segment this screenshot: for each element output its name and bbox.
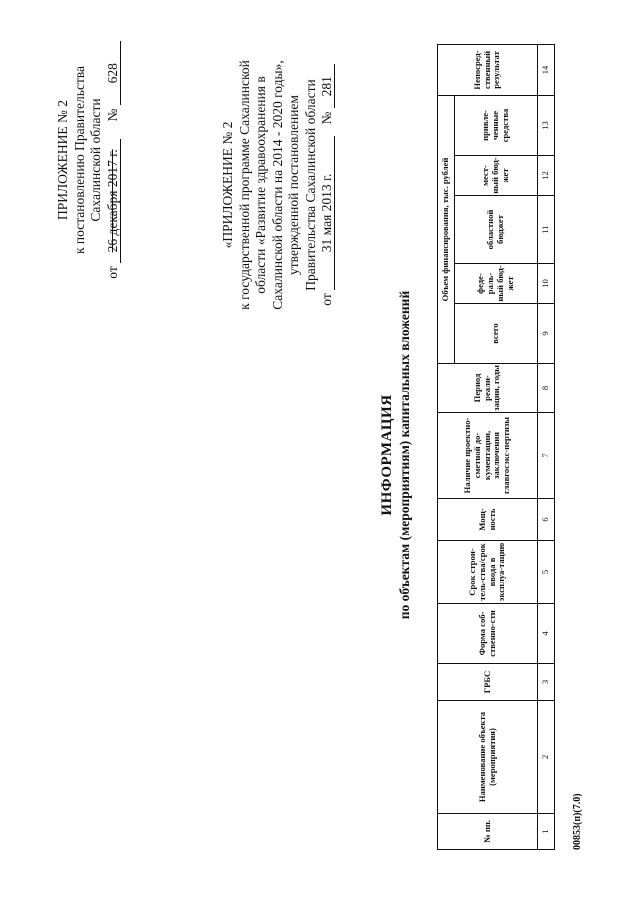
program-date-line (319, 13, 336, 357)
header-col-6: Мощ-ность (438, 499, 538, 541)
column-number: 9 (538, 304, 555, 364)
program-block (220, 13, 336, 357)
header-col-10: феде-раль-ный бюд-жет (455, 264, 538, 304)
program-line-1: к государственной программе Сахалинской (236, 60, 252, 310)
attachment-number: 628 (106, 41, 121, 105)
header-col-12: мест-ный бюд-жет (455, 156, 538, 196)
program-date: 31 мая 2013 г. (320, 136, 335, 290)
column-number: 13 (538, 95, 555, 155)
document-heading (378, 225, 413, 685)
header-col-11: областной бюджет (455, 196, 538, 264)
heading-subtitle: по объектам (мероприятиям) капитальных вложений (397, 290, 412, 620)
program-line-3: Сахалинской области на 2014 - 2020 годы», (269, 60, 285, 310)
heading-title: ИНФОРМАЦИЯ (379, 394, 395, 516)
program-number: 281 (320, 64, 335, 108)
capital-investment-table (437, 44, 555, 850)
table-header-row-1 (438, 44, 455, 849)
column-number: 5 (538, 541, 555, 604)
attachment-title: ПРИЛОЖЕНИЕ № 2 (55, 99, 70, 221)
header-col-3: ГРБС (438, 664, 538, 701)
header-col-13: привле-ченные средства (455, 95, 538, 155)
header-col-5: Срок строи-тель-ства/срок ввода в эксплуа-тацию (438, 541, 538, 604)
attachment-from-label: от (104, 266, 120, 279)
header-col-1: № пп. (438, 814, 538, 850)
header-col-8: Период реали-зации, годы (438, 364, 538, 413)
column-number: 6 (538, 499, 555, 541)
attachment-date: 26 декабря 2017 г. (106, 139, 121, 263)
column-number: 7 (538, 413, 555, 499)
header-col-7: Наличие проектно-сметной до-кументации, заключения главгосэкс-пертизы (438, 413, 538, 499)
header-col-4: Форма соб-ственно-сти (438, 604, 538, 664)
header-col-2: Наименование объекта (мероприятия) (438, 701, 538, 814)
attachment-line-1: к постановлению Правительства (71, 65, 87, 255)
column-number: 14 (538, 44, 555, 95)
attachment-date-line (105, 15, 122, 305)
attachment-block (55, 15, 121, 305)
header-funding-group: Объем финансирования, тыс. рублей (438, 95, 455, 363)
attachment-number-label: № (104, 108, 120, 122)
document-code: 00853(п)(7.0) (572, 793, 583, 850)
program-from-label: от (319, 293, 334, 306)
program-line-5: Правительства Сахалинской области (302, 79, 318, 291)
program-number-label: № (319, 111, 334, 125)
header-col-9: всего (455, 304, 538, 364)
column-number: 1 (538, 814, 555, 850)
column-number: 11 (538, 196, 555, 264)
table-number-row (538, 44, 555, 849)
column-number: 2 (538, 701, 555, 814)
column-number: 4 (538, 604, 555, 664)
attachment-line-2: Сахалинской области (88, 98, 103, 222)
header-col-14: Непосред-ственный результат (438, 44, 538, 95)
program-line-2: области «Развитие здравоохранения в (253, 76, 268, 294)
column-number: 3 (538, 664, 555, 701)
program-line-4: утвержденной постановлением (286, 95, 301, 275)
column-number: 8 (538, 364, 555, 413)
column-number: 10 (538, 264, 555, 304)
column-number: 12 (538, 156, 555, 196)
program-title: «ПРИЛОЖЕНИЕ № 2 (220, 121, 235, 249)
